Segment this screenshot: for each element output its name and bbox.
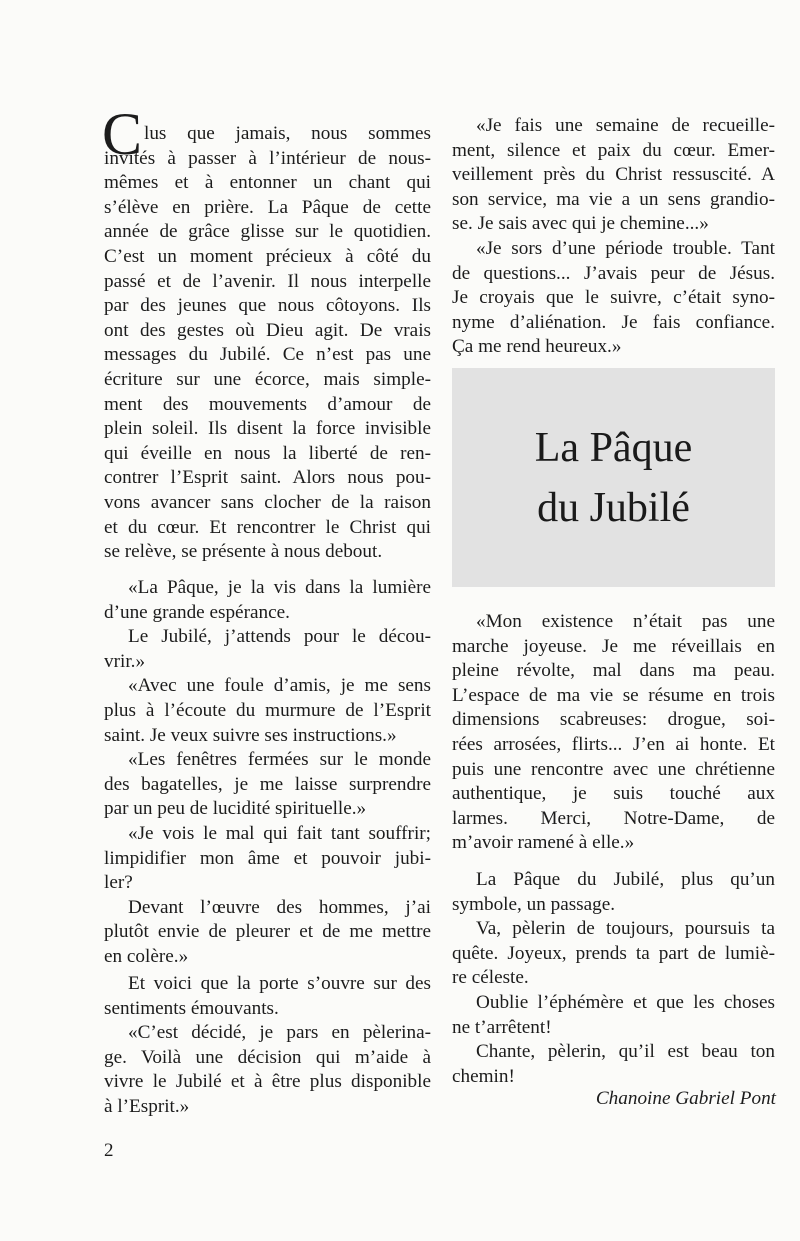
top-quotes-section <box>452 114 775 360</box>
text-line: plein soleil. Ils disent la force invisible <box>104 418 431 440</box>
text-line: «C’est décidé, je pars en pèlerina- <box>128 1022 431 1044</box>
text-line: ge. Voilà une décision qui m’aide à <box>104 1046 431 1068</box>
text-line: mêmes et à entonner un chant qui <box>104 172 431 194</box>
text-line: Devant l’œuvre des hommes, j’ai <box>128 896 431 918</box>
signature: Chanoine Gabriel Pont <box>595 1088 776 1109</box>
text-line: messages du Jubilé. Ce n’est pas une <box>104 344 431 366</box>
text-line: invités à passer à l’intérieur de nous- <box>104 147 431 169</box>
text-line: vrir.» <box>104 650 146 672</box>
text-line: La Pâque du Jubilé, plus qu’un <box>476 869 775 890</box>
text-line: «Je sors d’une période trouble. Tant <box>476 237 775 259</box>
existence-quote <box>452 610 775 856</box>
text-line: contrer l’Esprit saint. Alors nous pou- <box>104 467 431 489</box>
text-line: larmes. Merci, Notre-Dame, de <box>452 807 775 829</box>
title-box <box>452 368 775 587</box>
text-line: puis une rencontre avec une chrétienne <box>452 758 775 780</box>
text-line: par un peu de lucidité spirituelle.» <box>104 798 367 820</box>
text-line: en colère.» <box>104 945 189 967</box>
text-line: ont des gestes où Dieu agit. De vrais <box>104 319 431 341</box>
text-line: qui éveille en nous la liberté de ren- <box>104 442 431 464</box>
drop-cap: C <box>102 101 143 167</box>
text-line: Oublie l’éphémère et que les choses <box>476 991 775 1013</box>
text-line: Je croyais que le suivre, c’était syno- <box>452 287 775 309</box>
text-line: de questions... J’avais peur de Jésus. <box>452 262 775 284</box>
text-line: vons avancer sans clocher de la raison <box>104 491 431 513</box>
text-line: Et voici que la porte s’ouvre sur des <box>128 973 431 994</box>
text-line: «Je fais une semaine de recueille- <box>476 115 775 136</box>
text-line: pleine révolte, mal dans ma peau. <box>452 660 775 682</box>
text-line: marche joyeuse. Je me réveillais en <box>452 635 775 657</box>
intro-paragraph <box>102 101 431 565</box>
text-line: à l’Esprit.» <box>104 1095 190 1117</box>
text-line: son service, ma vie a un sens grandio- <box>452 188 775 210</box>
text-line: plus à l’écoute du murmure de l’Esprit <box>104 699 431 721</box>
text-line: plutôt envie de pleurer et de me mettre <box>104 921 431 943</box>
page-number: 2 <box>104 1140 114 1161</box>
text-line: Le Jubilé, j’attends pour le décou- <box>128 626 431 648</box>
closing-section <box>452 868 775 1089</box>
quotes-section <box>104 576 431 970</box>
text-line: limpidifier mon âme et pouvoir jubi- <box>104 847 431 869</box>
text-line: Va, pèlerin de toujours, poursuis ta <box>476 918 775 940</box>
text-line: d’une grande espérance. <box>104 601 290 623</box>
text-line: et du cœur. Et rencontrer le Christ qui <box>104 516 431 538</box>
text-line: ment, silence et paix du cœur. Emer- <box>452 139 775 161</box>
text-line: L’espace de ma vie se résume en trois <box>452 684 775 706</box>
intro-first-line: C lus que jamais, nous sommes <box>102 101 431 167</box>
text-line: veillement près du Christ ressuscité. A <box>452 164 775 186</box>
text-line: quête. Joyeux, prends ta part de lumiè- <box>452 942 775 964</box>
text-line: rées arrosées, flirts... J’en ai honte. Et <box>452 733 775 755</box>
text-line: authentique, je suis touché aux <box>452 783 775 805</box>
text-line: ler? <box>104 872 133 894</box>
text-line: Chante, pèlerin, qu’il est beau ton <box>476 1041 775 1063</box>
text-line: «Je vois le mal qui fait tant souffrir; <box>128 822 431 844</box>
text-line: se relève, se présente à nous debout. <box>104 541 383 563</box>
text-line: «Les fenêtres fermées sur le monde <box>128 749 431 771</box>
text-line: «Avec une foule d’amis, je me sens <box>128 675 431 697</box>
text-line: re céleste. <box>452 967 529 989</box>
text-line: sentiments émouvants. <box>104 997 279 1019</box>
text-line: «La Pâque, je la vis dans la lumière <box>128 577 431 598</box>
text-line: par des jeunes que nous côtoyons. Ils <box>104 295 431 317</box>
text-line: dimensions scabreuses: drogue, soi- <box>452 709 775 731</box>
text-line: ne t’arrêtent! <box>452 1016 552 1038</box>
text-line: des bagatelles, je me laisse surprendre <box>104 773 431 795</box>
text-line: s’élève en prière. La Pâque de cette <box>104 196 431 218</box>
text-line: m’avoir ramené à elle.» <box>452 832 635 854</box>
text-line: passé et de l’avenir. Il nous interpelle <box>104 270 431 292</box>
text-line: vivre le Jubilé et à être plus disponible <box>104 1071 431 1093</box>
text-line: se. Je sais avec qui je chemine...» <box>452 213 709 235</box>
text-line: Ça me rend heureux.» <box>452 336 622 358</box>
text-line: chemin! <box>452 1065 515 1087</box>
text-line: écriture sur une écorce, mais simple- <box>104 368 431 390</box>
door-section <box>104 972 431 1120</box>
text-line: année de grâce glisse sur le quotidien. <box>104 221 431 243</box>
text-line: C’est un moment précieux à côté du <box>104 245 431 267</box>
title-line-2: du Jubilé <box>537 484 690 531</box>
text-line: ment des mouvements d’amour de <box>104 393 431 415</box>
text-line: symbole, un passage. <box>452 893 616 915</box>
text-line: nyme d’aliénation. Je fais confiance. <box>452 311 775 333</box>
text-line: saint. Je veux suivre ses instructions.» <box>104 724 397 746</box>
title-line-1: La Pâque <box>534 424 693 471</box>
text-line: «Mon existence n’était pas une <box>476 611 775 632</box>
